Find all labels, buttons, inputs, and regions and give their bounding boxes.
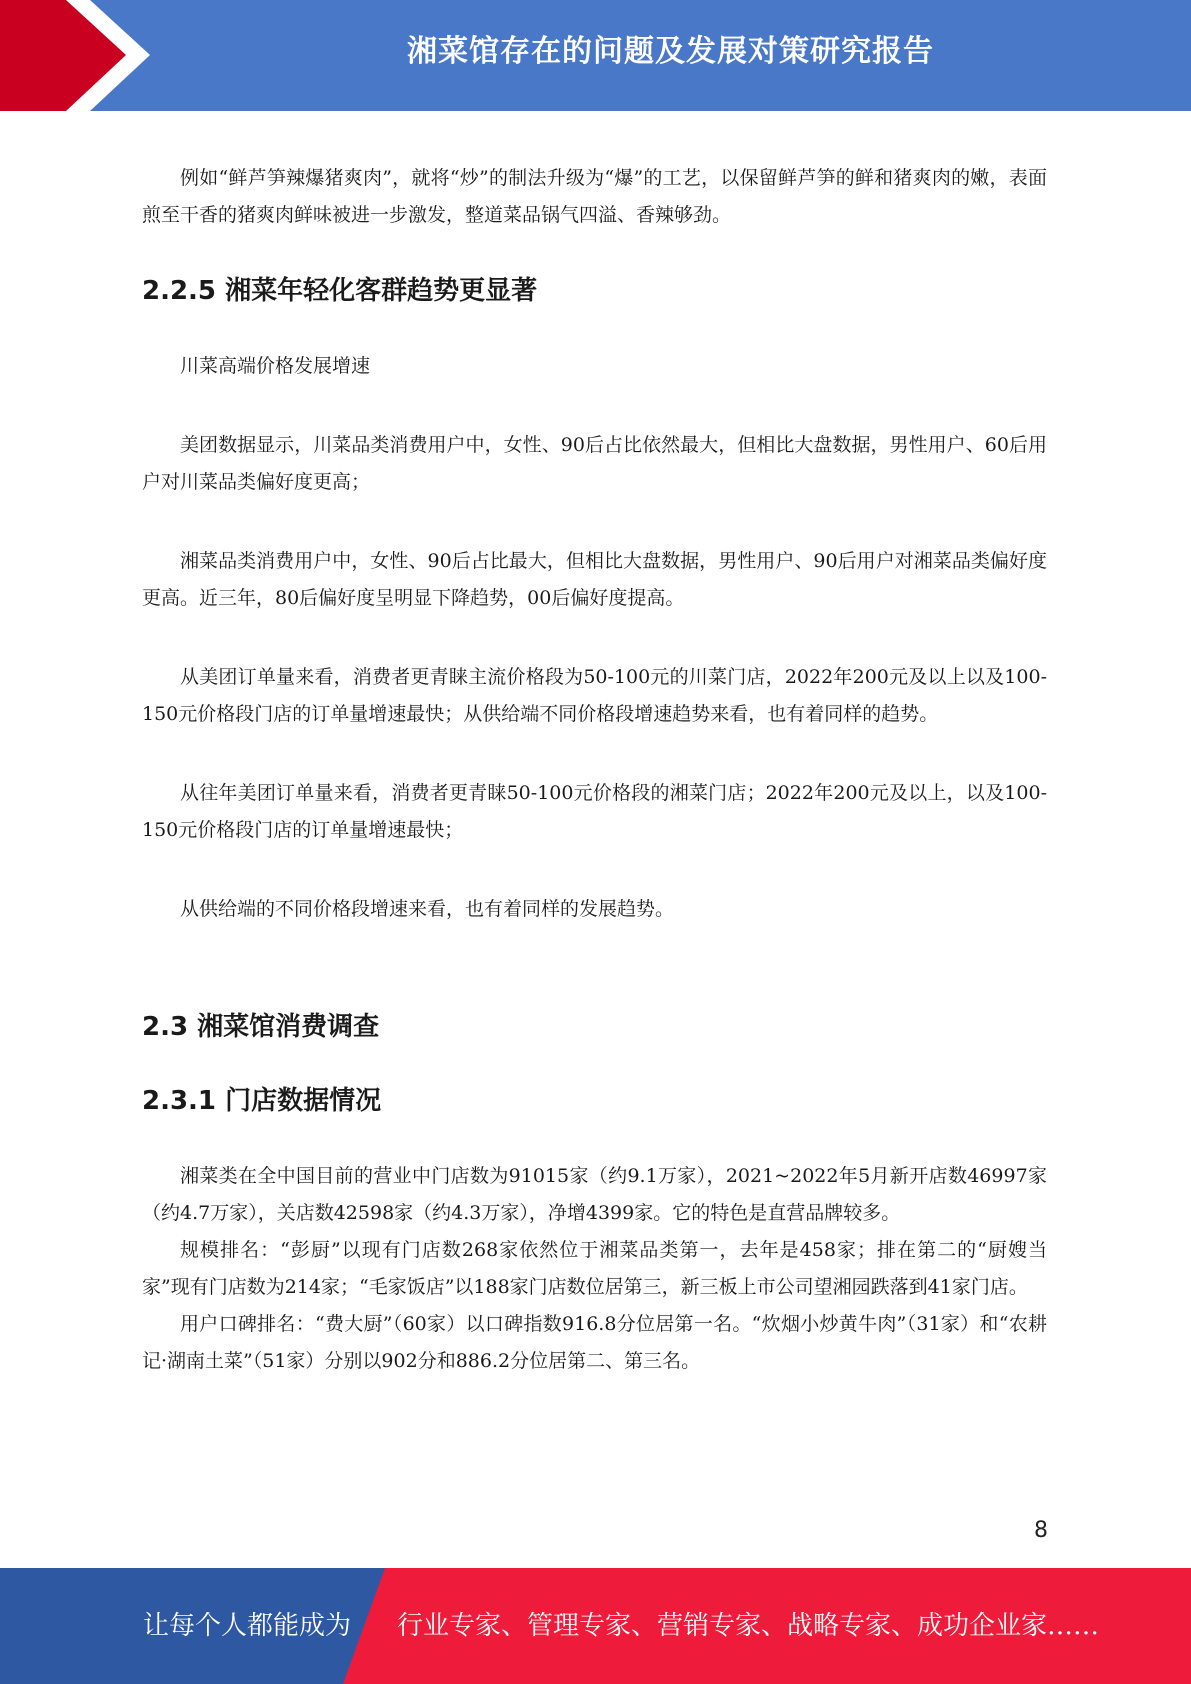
footer-slogan-right: 行业专家、管理专家、营销专家、战略专家、成功企业家…… [397,1611,1100,1641]
paragraph-7: 从供给端的不同价格段增速来看，也有着同样的发展趋势。 [180,898,675,920]
section-heading-2-3: 2.3 湘菜馆消费调查 [142,1012,380,1042]
page-footer [0,1568,1191,1684]
section-heading-2-3-1: 2.3.1 门店数据情况 [142,1086,382,1116]
paragraph-9: 规模排名：“彭厨”以现有门店数268家依然位于湘菜品类第一，去年是458家；排在第二的“厨嫂当家”现有门店数为214家；“毛家饭店”以188家门店数位居第三，新三板上市公司望湘园跌落到41家门店。 [142,1239,1047,1298]
paragraph-5: 从美团订单量来看，消费者更青睐主流价格段为50-100元的川菜门店，2022年200元及以上以及100-150元价格段门店的订单量增速最快；从供给端不同价格段增速趋势来看，也有着同样的趋势。 [142,666,1047,725]
paragraph-1: 例如“鲜芦笋辣爆猪爽肉”，就将“炒”的制法升级为“爆”的工艺，以保留鲜芦笋的鲜和猪爽肉的嫩，表面煎至干香的猪爽肉鲜味被进一步激发，整道菜品锅气四溢、香辣够劲。 [142,167,1047,226]
page-number: 8 [1034,1518,1048,1543]
page-content [142,160,1047,1380]
paragraph-2: 川菜高端价格发展增速 [180,355,371,377]
footer-slogan-left: 让每个人都能成为 [143,1611,352,1641]
paragraph-4: 湘菜品类消费用户中，女性、90后占比最大，但相比大盘数据，男性用户、90后用户对湘菜品类偏好度更高。近三年，80后偏好度呈明显下降趋势，00后偏好度提高。 [142,550,1047,609]
page-header [0,0,1191,111]
paragraph-10: 用户口碑排名：“费大厨”（60家）以口碑指数916.8分位居第一名。“炊烟小炒黄牛肉”（31家）和“农耕记·湖南土菜”（51家）分别以902分和886.2分位居第二、第三名。 [142,1313,1047,1372]
paragraph-3: 美团数据显示，川菜品类消费用户中，女性、90后占比依然最大，但相比大盘数据，男性用户、60后用户对川菜品类偏好度更高； [142,434,1047,493]
document-title: 湘菜馆存在的问题及发展对策研究报告 [407,34,934,69]
paragraph-6: 从往年美团订单量来看，消费者更青睐50-100元价格段的湘菜门店；2022年200元及以上，以及100-150元价格段门店的订单量增速最快； [142,782,1047,841]
paragraph-8: 湘菜类在全中国目前的营业中门店数为91015家（约9.1万家），2021~2022年5月新开店数46997家（约4.7万家），关店数42598家（约4.3万家），净增4399家。它的特色是直营品牌较多。 [142,1165,1047,1224]
section-heading-2-2-5: 2.2.5 湘菜年轻化客群趋势更显著 [142,276,538,306]
